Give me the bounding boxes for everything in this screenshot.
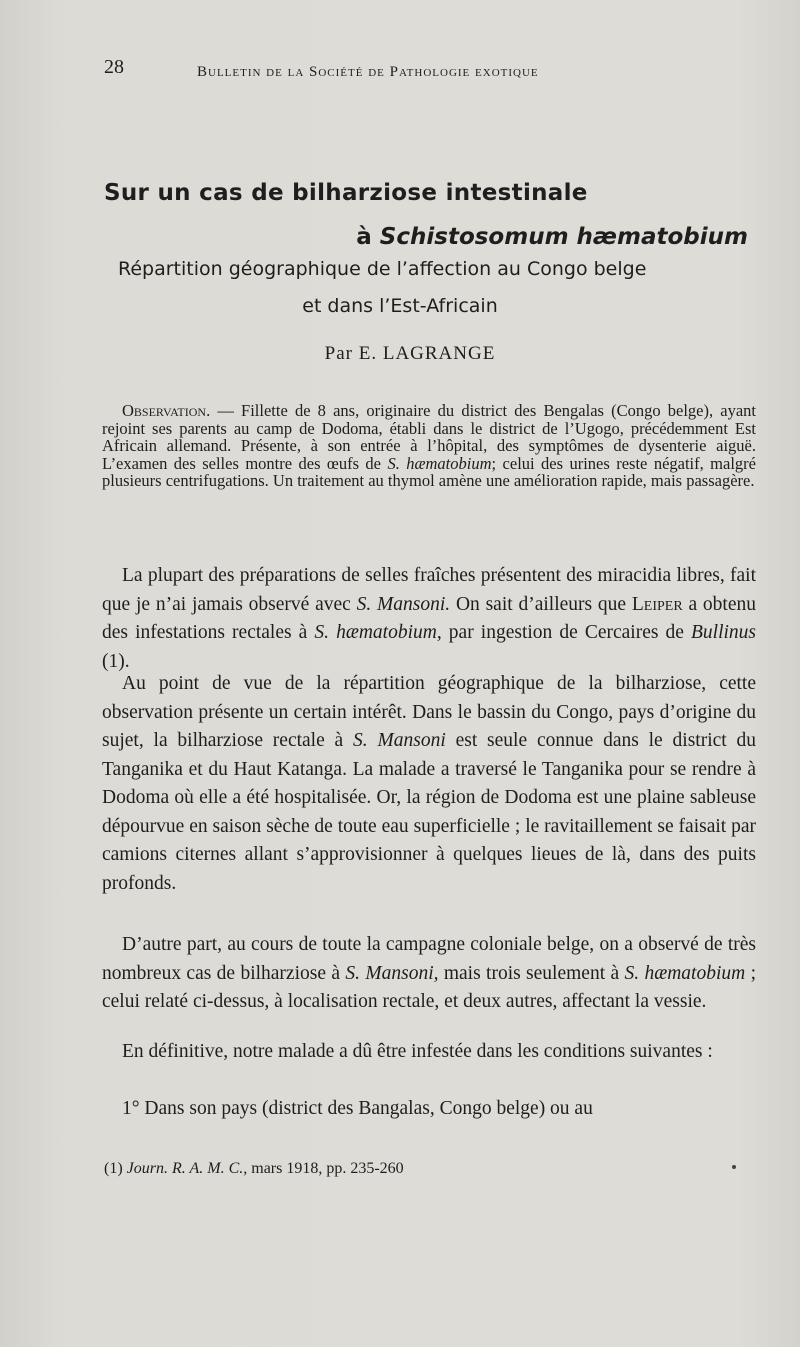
paragraph-text: par ingestion de Cercaires de bbox=[441, 622, 691, 643]
running-header: Bulletin de la Société de Pathologie exotique bbox=[197, 64, 539, 80]
observation-label: Observation. bbox=[122, 401, 211, 420]
paragraph-text: On sait d’ailleurs que bbox=[450, 593, 632, 615]
body-paragraph-4: En définitive, notre malade a dû être infestée dans les conditions suivantes : bbox=[122, 1041, 713, 1062]
paragraph-text: a obtenu des infestations rectales à bbox=[102, 593, 756, 643]
paragraph-text: D’autre part, au cours de toute la campagne coloniale belge, on a observé de très nombreux cas de bilharziose à bbox=[102, 934, 756, 984]
species-name: S. hæmatobium bbox=[387, 453, 492, 473]
paragraph-text: Au point de vue de la répartition géographique de la bilharziose, cette observation présente un certain intérêt. Dans le bassin du Congo, pays d’origine du sujet, la bilharziose rectale à bbox=[102, 673, 756, 751]
author-byline: Par E. LAGRANGE bbox=[324, 343, 496, 364]
body-paragraph-1 bbox=[102, 562, 756, 676]
species-name: S. hæmatobium, bbox=[314, 622, 442, 643]
footnote-reference: (1). bbox=[102, 650, 130, 672]
body-paragraph-5: 1° Dans son pays (district des Bangalas, Congo belge) ou au bbox=[122, 1098, 593, 1119]
observation-text: ; celui des urines reste négatif, malgré plusieurs centrifugations. Un traitement au thymol amène une amélioration rapide, mais passagère. bbox=[102, 453, 756, 490]
paragraph-text: est seule connue dans le district du Tanganika et du Haut Katanga. La malade a traversé le Tanganika pour se rendre à Dodoma où elle a été hospitalisée. Or, la région de Dodoma est une plaine sableuse dépourvue en saison sèche de toute eau superficielle ; le ravitaillement se faisait par camions citernes allant s’approvisionner à quelques lieues de là, dans des puits profonds. bbox=[102, 730, 757, 894]
genus-name: Bullinus bbox=[691, 622, 757, 643]
body-paragraph-3 bbox=[102, 931, 756, 1017]
species-name: S. Mansoni, bbox=[345, 962, 439, 984]
species-name: S. Mansoni. bbox=[356, 593, 451, 615]
paragraph-text: La plupart des préparations de selles fraîches présentent des miracidia libres, fait que je n’ai jamais observé avec bbox=[102, 565, 756, 615]
paragraph-text: ; celui relaté ci-dessus, à localisation rectale, et deux autres, affectant la vessie. bbox=[102, 962, 757, 1012]
article-title-line2 bbox=[356, 224, 748, 250]
footnote-text: mars 1918, pp. 235-260 bbox=[247, 1160, 404, 1177]
page-number: 28 bbox=[104, 56, 124, 78]
observation-text: — Fillette de 8 ans, originaire du district des Bengalas (Congo belge), ayant rejoint ses parents au camp de Dodoma, établi dans le district de l’Ugogo, précédemment Est Africain allemand. Présente, à son entrée à l’hôpital, des symptômes de dysenterie aiguë. L’examen des selles montre des œufs de bbox=[102, 401, 756, 473]
paragraph-text: mais trois seulement à bbox=[438, 962, 625, 984]
article-title: Sur un cas de bilharziose intestinale bbox=[104, 180, 588, 206]
print-speck bbox=[732, 1165, 736, 1169]
article-subtitle-line2: et dans l’Est-Africain bbox=[302, 295, 498, 317]
species-name: S. Mansoni bbox=[353, 730, 446, 751]
title-prefix: à bbox=[356, 224, 380, 250]
footnote-marker: (1) bbox=[104, 1160, 127, 1177]
species-name: S. hæmatobium bbox=[624, 962, 746, 984]
footnote bbox=[104, 1160, 404, 1178]
journal-name: Journ. R. A. M. C., bbox=[126, 1160, 248, 1177]
author-name: Leiper bbox=[631, 593, 683, 615]
observation-paragraph bbox=[102, 402, 756, 490]
title-species: Schistosomum hæmatobium bbox=[379, 224, 748, 250]
body-paragraph-2 bbox=[102, 670, 756, 898]
article-subtitle: Répartition géographique de l’affection au Congo belge bbox=[118, 258, 647, 280]
